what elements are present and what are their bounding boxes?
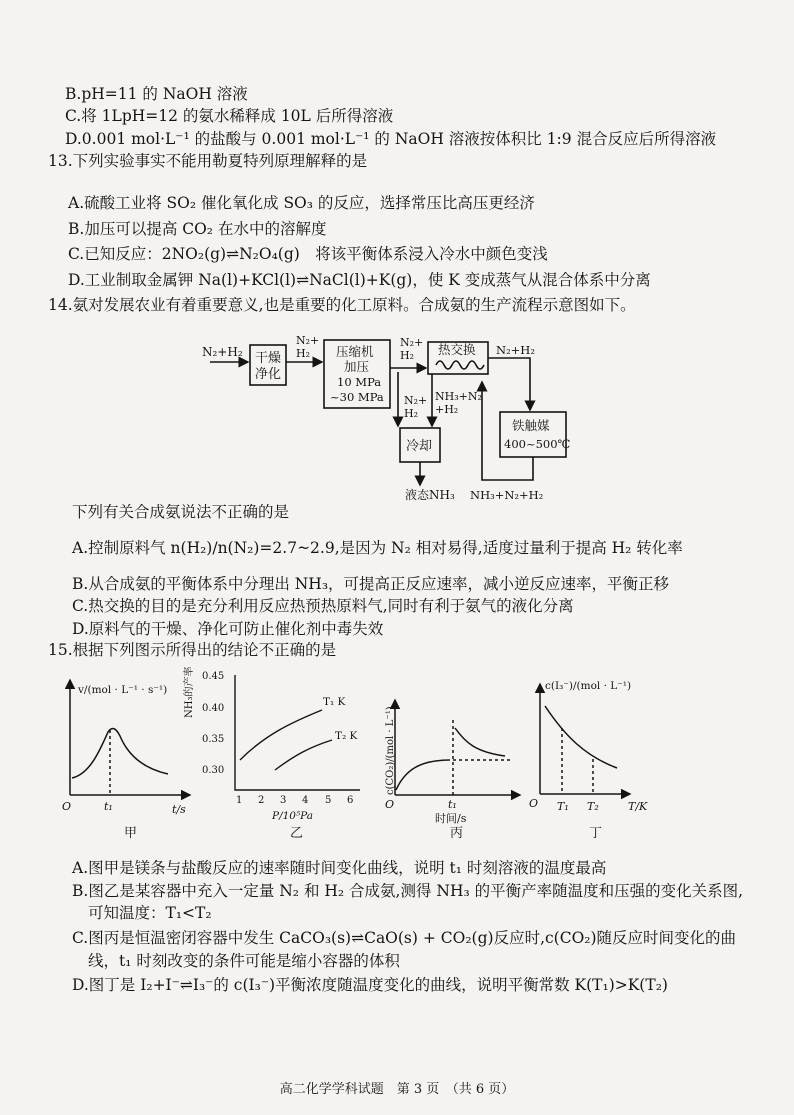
xlabel: t/s xyxy=(172,803,186,816)
ylabel: c(I₃⁻)/(mol · L⁻¹) xyxy=(545,680,632,692)
ylabel: v/(mol · L⁻¹ · s⁻¹) xyxy=(78,684,168,696)
q13-option-d: D.工业制取金属钾 Na(l)+KCl(l)⇌NaCl(l)+K(g)，使 K 变成蒸气从混合体系中分离 xyxy=(68,271,651,289)
q13-option-b: B.加压可以提高 CO₂ 在水中的溶解度 xyxy=(68,220,327,238)
q13-stem: 13.下列实验事实不能用勒夏特列原理解释的是 xyxy=(48,152,368,170)
caption: 甲 xyxy=(124,826,138,841)
ylabel: NH₃的产率 xyxy=(184,666,195,718)
arrow1-label-a: N₂+ xyxy=(296,334,320,347)
down2-label-a: NH₃+N₂ xyxy=(435,390,482,403)
flow-input-label: N₂+H₂ xyxy=(202,345,243,359)
compressor-label-3: 10 MPa xyxy=(337,375,382,389)
q15-option-b-cont: 可知温度：T₁<T₂ xyxy=(88,904,212,922)
cooler-label: 冷却 xyxy=(406,439,433,454)
chart-yi xyxy=(180,665,370,850)
xlabel: 时间/s xyxy=(435,812,467,825)
down2-label-b: +H₂ xyxy=(435,403,459,416)
catalyst-label-1: 铁触媒 xyxy=(512,418,550,433)
origin: O xyxy=(385,798,395,811)
ytick-030: 0.30 xyxy=(202,765,225,776)
xtick-4: 4 xyxy=(302,795,309,806)
q14-option-d: D.原料气的干燥、净化可防止催化剂中毒失效 xyxy=(72,620,384,638)
curve-t2 xyxy=(275,740,332,770)
i3-curve xyxy=(545,706,617,768)
chart-ding xyxy=(525,676,665,851)
q14-question: 下列有关合成氨说法不正确的是 xyxy=(72,503,290,521)
ammonia-flow-diagram xyxy=(200,330,580,510)
T2-tick: T₂ xyxy=(587,800,599,813)
xtick-6: 6 xyxy=(347,795,354,806)
arrow2-label-a: N₂+ xyxy=(400,336,424,349)
t1-tick: t₁ xyxy=(104,800,113,813)
co2-curve-after xyxy=(455,728,505,756)
q14-stem: 14.氨对发展农业有着重要意义,也是重要的化工原料。合成氨的生产流程示意图如下。 xyxy=(48,296,636,314)
ytick-040: 0.40 xyxy=(202,703,225,714)
compressor-label-4: ~30 MPa xyxy=(330,390,384,404)
xlabel: P/10⁵Pa xyxy=(272,810,314,822)
compressor-label-1: 压缩机 xyxy=(336,344,374,359)
xtick-3: 3 xyxy=(280,795,287,806)
origin: O xyxy=(529,797,539,810)
xtick-1: 1 xyxy=(236,795,243,806)
arrow2-label-b: H₂ xyxy=(400,349,415,362)
q13-option-a: A.硫酸工业将 SO₂ 催化氧化成 SO₃ 的反应，选择常压比高压更经济 xyxy=(68,194,535,212)
q14-option-a: A.控制原料气 n(H₂)/n(N₂)=2.7~2.9,是因为 N₂ 相对易得,适度过量利于提高 H₂ 转化率 xyxy=(72,539,683,557)
caption: 丙 xyxy=(450,826,464,841)
flow-output-label: N₂+H₂ xyxy=(496,343,535,357)
q15-option-d: D.图丁是 I₂+I⁻⇌I₃⁻的 c(I₃⁻)平衡浓度随温度变化的曲线，说明平衡常数 K(T₁)>K(T₂) xyxy=(72,976,668,994)
q12-option-c: C.将 1LpH=12 的氨水稀释成 10L 后所得溶液 xyxy=(65,107,394,125)
q12-option-b: B.pH=11 的 NaOH 溶液 xyxy=(65,85,248,103)
chart-bing xyxy=(375,690,525,850)
ytick-045: 0.45 xyxy=(202,671,225,682)
T1-tick: T₁ xyxy=(557,800,569,813)
q12-option-d: D.0.001 mol·L⁻¹ 的盐酸与 0.001 mol·L⁻¹ 的 NaOH 溶液按体积比 1:9 混合反应后所得溶液 xyxy=(65,130,717,148)
return-gas-label: NH₃+N₂+H₂ xyxy=(470,488,544,502)
t1-tick: t₁ xyxy=(448,798,457,811)
ytick-035: 0.35 xyxy=(202,734,225,745)
rate-curve xyxy=(72,729,168,778)
heat-exchanger-label: 热交换 xyxy=(438,342,476,357)
curve-t1 xyxy=(240,710,322,760)
down1-label-b: H₂ xyxy=(404,407,419,420)
arrow1-label-b: H₂ xyxy=(296,347,311,360)
origin: O xyxy=(62,800,72,813)
caption: 丁 xyxy=(589,826,603,841)
co2-curve-before xyxy=(396,760,450,790)
xlabel: T/K xyxy=(628,800,648,813)
caption: 乙 xyxy=(290,826,304,841)
curve-t2-label: T₂ K xyxy=(335,730,358,742)
compressor-label-2: 加压 xyxy=(344,359,370,374)
q15-option-a: A.图甲是镁条与盐酸反应的速率随时间变化曲线，说明 t₁ 时刻溶液的温度最高 xyxy=(72,859,607,877)
q13-option-c: C.已知反应：2NO₂(g)⇌N₂O₄(g) 将该平衡体系浸入冷水中颜色变浅 xyxy=(68,245,548,263)
q15-option-c: C.图丙是恒温密闭容器中发生 CaCO₃(s)⇌CaO(s) + CO₂(g)反应时,c(CO₂)随反应时间变化的曲 xyxy=(72,929,737,947)
page-footer: 高二化学学科试题 第 3 页 （共 6 页） xyxy=(279,1082,515,1097)
q14-option-c: C.热交换的目的是充分利用反应热预热原料气,同时有利于氨气的液化分离 xyxy=(72,597,574,615)
xtick-2: 2 xyxy=(258,795,265,806)
q15-option-c-cont: 线，t₁ 时刻改变的条件可能是缩小容器的体积 xyxy=(88,952,400,970)
q14-option-b: B.从合成氨的平衡体系中分理出 NH₃，可提高正反应速率，减小逆反应速率，平衡正移 xyxy=(72,575,670,593)
q15-option-b: B.图乙是某容器中充入一定量 N₂ 和 H₂ 合成氨,测得 NH₃ 的平衡产率随温度和压强的变化关系图, xyxy=(72,882,744,900)
curve-t1-label: T₁ K xyxy=(323,696,346,708)
dry-label-1: 干燥 xyxy=(255,351,282,366)
dry-label-2: 净化 xyxy=(255,367,282,382)
down1-label-a: N₂+ xyxy=(404,394,428,407)
ylabel: c(CO₂)/(mol · L⁻¹) xyxy=(385,706,396,795)
q15-stem: 15.根据下列图示所得出的结论不正确的是 xyxy=(48,641,337,659)
liquid-ammonia-label: 液态NH₃ xyxy=(405,488,455,502)
catalyst-label-2: 400~500℃ xyxy=(504,437,571,451)
xtick-5: 5 xyxy=(325,795,332,806)
